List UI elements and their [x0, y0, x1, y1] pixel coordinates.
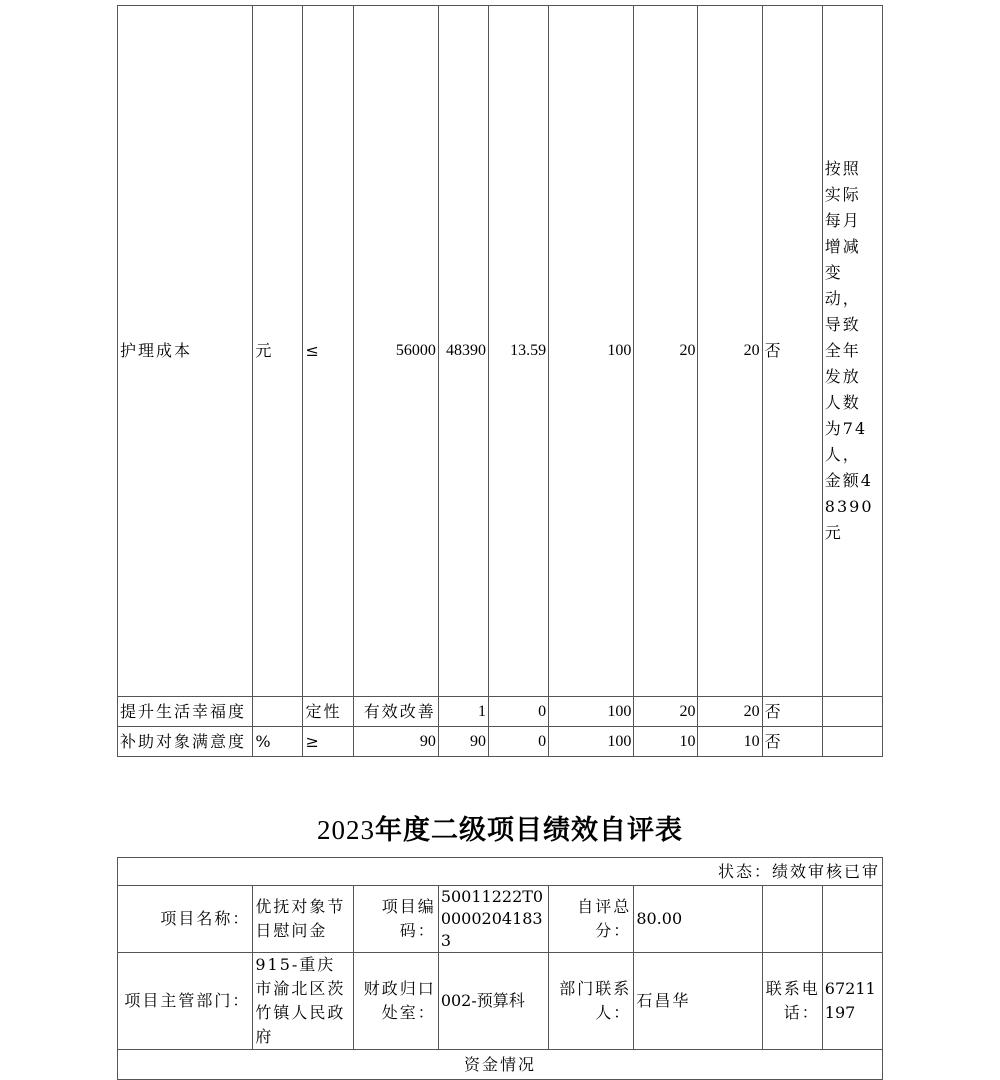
indicator-target: 有效改善: [353, 697, 438, 727]
self-score-value: 80.00: [634, 886, 762, 953]
indicator-weight: 100: [549, 697, 634, 727]
contact-value: 石昌华: [634, 953, 762, 1050]
funds-heading: 资金情况: [118, 1050, 883, 1080]
indicator-table: [117, 5, 883, 757]
indicator-flag: 否: [762, 727, 822, 757]
indicator-score: 20: [698, 697, 762, 727]
indicator-deviation: 0: [488, 727, 548, 757]
table-row: [118, 886, 883, 953]
indicator-unit: 元: [253, 6, 303, 697]
title-text: 年度二级项目绩效自评表: [375, 815, 683, 846]
indicator-deviation: 0: [488, 697, 548, 727]
indicator-actual: 90: [438, 727, 488, 757]
indicator-name: 补助对象满意度: [118, 727, 253, 757]
indicator-sign: 定性: [303, 697, 353, 727]
indicator-target: 56000: [353, 6, 438, 697]
project-name-value: 优抚对象节日慰问金: [253, 886, 353, 953]
indicator-note: 按照实际每月增减变动，导致全年发放人数为74人，金额48390元: [822, 6, 882, 697]
table-row: [118, 697, 883, 727]
indicator-name: 护理成本: [118, 6, 253, 697]
status-text: 状态：绩效审核已审: [118, 858, 883, 886]
indicator-full-score: 20: [634, 6, 698, 697]
table-row: [118, 953, 883, 1050]
self-score-label: 自评总分：: [549, 886, 634, 953]
project-name-label: 项目名称：: [118, 886, 253, 953]
indicator-actual: 48390: [438, 6, 488, 697]
table-row: [118, 858, 883, 886]
table-row: [118, 6, 883, 697]
indicator-flag: 否: [762, 6, 822, 697]
indicator-unit: %: [253, 727, 303, 757]
indicator-actual: 1: [438, 697, 488, 727]
phone-label: 联系电话：: [762, 953, 822, 1050]
indicator-full-score: 20: [634, 697, 698, 727]
indicator-flag: 否: [762, 697, 822, 727]
project-code-value: 50011222T000002041833: [438, 886, 548, 953]
contact-label: 部门联系人：: [549, 953, 634, 1050]
indicator-full-score: 10: [634, 727, 698, 757]
dept-value: 915-重庆市渝北区茨竹镇人民政府: [253, 953, 353, 1050]
indicator-score: 10: [698, 727, 762, 757]
dept-label: 项目主管部门：: [118, 953, 253, 1050]
indicator-sign: ≥: [303, 727, 353, 757]
indicator-deviation: 13.59: [488, 6, 548, 697]
indicator-score: 20: [698, 6, 762, 697]
indicator-name: 提升生活幸福度: [118, 697, 253, 727]
page-title: [0, 808, 1000, 847]
finance-label: 财政归口处室：: [353, 953, 438, 1050]
table-row: [118, 727, 883, 757]
indicator-note: [822, 727, 882, 757]
indicator-target: 90: [353, 727, 438, 757]
indicator-weight: 100: [549, 727, 634, 757]
indicator-unit: [253, 697, 303, 727]
title-year: 2023: [317, 815, 375, 845]
project-code-label: 项目编码：: [353, 886, 438, 953]
indicator-weight: 100: [549, 6, 634, 697]
indicator-sign: ≤: [303, 6, 353, 697]
project-info-table: [117, 857, 883, 1080]
phone-value: 67211197: [822, 953, 882, 1050]
indicator-note: [822, 697, 882, 727]
finance-value: 002-预算科: [438, 953, 548, 1050]
